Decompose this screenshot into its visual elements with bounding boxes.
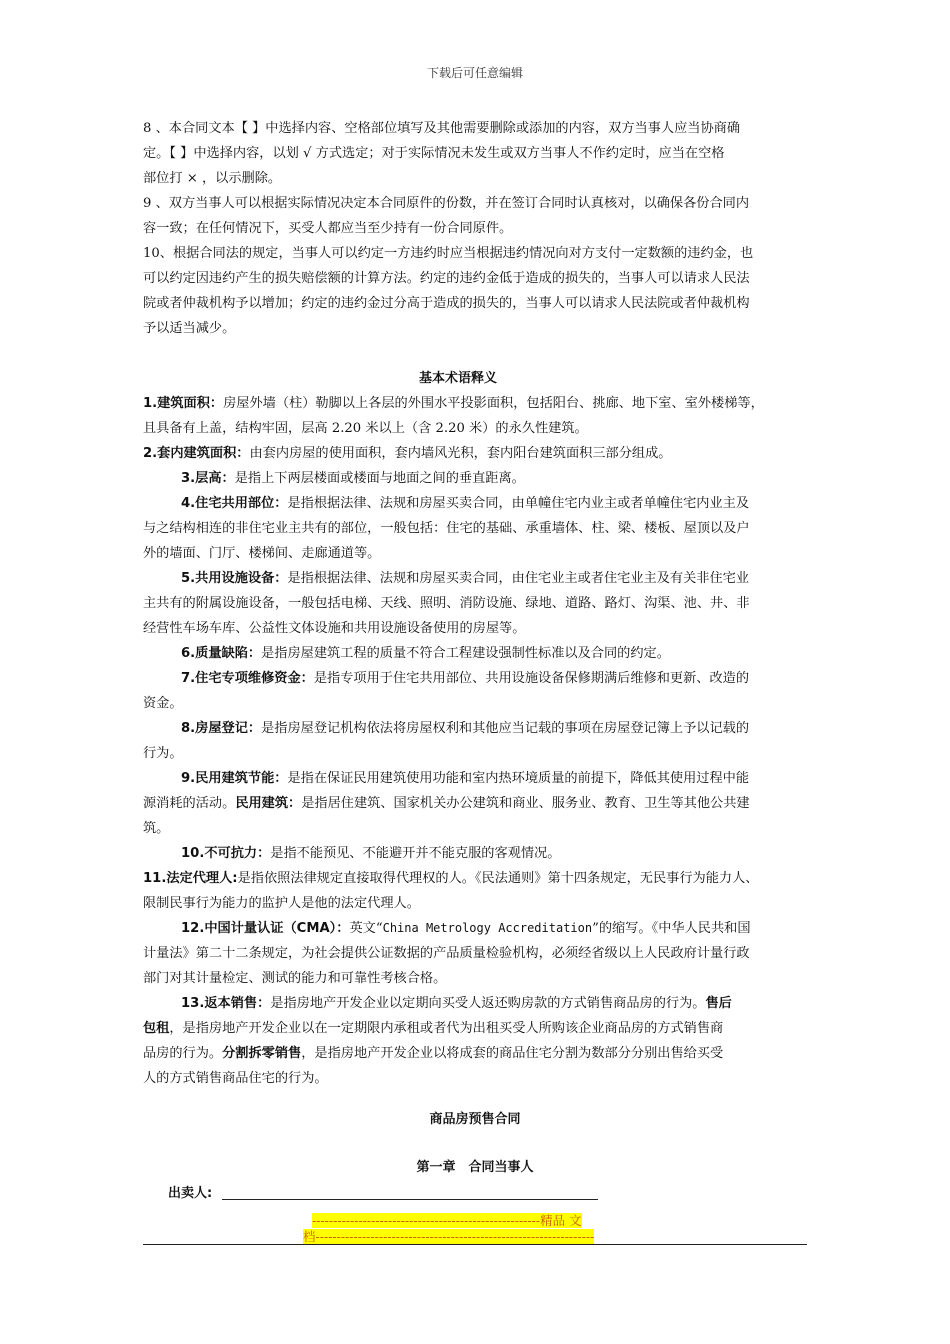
term-4-line-2: 与之结构相连的非住宅业主共有的部位，一般包括：住宅的基础、承重墙体、柱、梁、楼板、屋顶以及户 — [143, 521, 750, 536]
page-header: 下载后可任意编辑 — [426, 66, 523, 80]
term-7 — [143, 666, 808, 691]
term-13-label: 13.返本销售： — [181, 996, 271, 1011]
term-13-text-2: ，是指房地产开发企业以在一定期限内承租或者代为出租买受人所购该企业商品房的方式销售商 — [169, 1021, 724, 1036]
note-8-line-1: 8 、本合同文本【 】中选择内容、空格部位填写及其他需要删除或添加的内容，双方当事人应当协商确 — [143, 121, 741, 136]
term-2-text: 由套内房屋的使用面积，套内墙风光积，套内阳台建筑面积三部分组成。 — [249, 446, 672, 461]
term-13-label-3: 分割拆零销售 — [222, 1046, 302, 1061]
note-9-line-1: 9 、双方当事人可以根据实际情况决定本合同原件的份数，并在签订合同时认真核对，以确保各份合同内 — [143, 196, 750, 211]
term-3-text: 是指上下两层楼面或楼面与地面之间的垂直距离。 — [234, 471, 525, 486]
footer-divider — [143, 1244, 807, 1245]
term-12-text-b: ”的缩写。《中华人民共和国 — [592, 921, 751, 936]
term-8-line-2: 行为。 — [143, 746, 183, 761]
term-8-label: 8.房屋登记： — [181, 721, 262, 736]
note-9-line-2: 容一致；在任何情况下，买受人都应当至少持有一份合同原件。 — [143, 221, 513, 236]
term-5-text: 是指根据法律、法规和房屋买卖合同，由住宅业主或者住宅业主及有关非住宅业 — [287, 571, 750, 586]
seller-signature-line[interactable] — [222, 1199, 598, 1200]
footer-line-1: ------------------------------------------------------精品 文 — [312, 1213, 582, 1228]
term-4-line-3: 外的墙面、门厅、楼梯间、走廊通道等。 — [143, 546, 381, 561]
term-2 — [143, 441, 808, 466]
terms-section — [143, 366, 808, 1091]
chapter-title: 第一章 合同当事人 — [416, 1160, 534, 1175]
term-9-text: 是指在保证民用建筑使用功能和室内热环境质量的前提下，降低其使用过程中能 — [287, 771, 750, 786]
note-10-line-2: 可以约定因违约产生的损失赔偿额的计算方法。约定的违约金低于造成的损失的，当事人可以请求人民法 — [143, 271, 750, 286]
term-10-label: 10.不可抗力： — [181, 846, 271, 861]
term-11 — [143, 866, 808, 891]
footer-line-2: 档------------------------------------------------------------------ — [303, 1229, 595, 1244]
footer-watermark-2 — [303, 1227, 594, 1245]
term-5 — [143, 566, 808, 591]
term-12-english: China Metrology Accreditation — [382, 921, 593, 935]
term-2-label: 2.套内建筑面积： — [143, 446, 250, 461]
term-9-label: 9.民用建筑节能： — [181, 771, 288, 786]
term-7-text: 是指专项用于住宅共用部位、共用设施设备保修期满后维修和更新、改造的 — [313, 671, 750, 686]
term-9 — [143, 766, 808, 791]
term-6-text: 是指房屋建筑工程的质量不符合工程建设强制性标准以及合同的约定。 — [261, 646, 670, 661]
term-9-text-2a: 源消耗的活动。 — [143, 796, 236, 811]
term-13-line-2 — [143, 1016, 808, 1041]
term-12-text-a: 英文“ — [349, 921, 383, 936]
note-8-line-2: 定。【 】中选择内容，以划 √ 方式选定；对于实际情况未发生或双方当事人不作约定时，应当在空格 — [143, 146, 725, 161]
note-10-line-4: 予以适当减少。 — [143, 321, 236, 336]
term-4 — [143, 491, 808, 516]
term-8-text: 是指房屋登记机构依法将房屋权利和其他应当记载的事项在房屋登记簿上予以记载的 — [261, 721, 750, 736]
term-10 — [143, 841, 808, 866]
term-12-label: 12.中国计量认证（CMA）： — [181, 921, 350, 936]
term-6 — [143, 641, 808, 666]
term-4-label: 4.住宅共用部位： — [181, 496, 288, 511]
notes-section — [143, 116, 808, 341]
term-11-line-2: 限制民事行为能力的监护人是他的法定代理人。 — [143, 896, 420, 911]
note-8-line-3: 部位打 × ，以示删除。 — [143, 171, 282, 186]
term-9-line-2 — [143, 791, 808, 816]
term-12-line-2: 计量法》第二十二条规定，为社会提供公证数据的产品质量检验机构，必须经省级以上人民政府计量行政 — [143, 946, 750, 961]
term-7-label: 7.住宅专项维修资金： — [181, 671, 314, 686]
term-13-line-3 — [143, 1041, 808, 1066]
note-10-line-3: 院或者仲裁机构予以增加；约定的违约金过分高于造成的损失的，当事人可以请求人民法院或者仲裁机构 — [143, 296, 750, 311]
term-11-text: 是指依照法律规定直接取得代理权的人。《民法通则》第十四条规定，无民事行为能力人、 — [237, 871, 759, 886]
term-9-text-2b: 是指居住建筑、国家机关办公建筑和商业、服务业、教育、卫生等其他公共建 — [301, 796, 750, 811]
term-13-text: 是指房地产开发企业以定期向买受人返还购房款的方式销售商品房的行为。 — [270, 996, 706, 1011]
term-12-line-3: 部门对其计量检定、测试的能力和可靠性考核合格。 — [143, 971, 447, 986]
term-4-text: 是指根据法律、法规和房屋买卖合同，由单幢住宅内业主或者单幢住宅内业主及 — [287, 496, 750, 511]
note-10-line-1: 10、根据合同法的规定，当事人可以约定一方违约时应当根据违约情况向对方支付一定数额的违约金，也 — [143, 246, 754, 261]
terms-title: 基本术语释义 — [418, 371, 497, 386]
term-13 — [143, 991, 808, 1016]
contract-title: 商品房预售合同 — [429, 1112, 521, 1127]
term-9-line-3: 筑。 — [143, 821, 170, 836]
term-1-label: 1.建筑面积： — [143, 396, 224, 411]
term-5-line-3: 经营性车场车库、公益性文体设施和共用设施设备使用的房屋等。 — [143, 621, 526, 636]
term-3-label: 3.层高： — [181, 471, 235, 486]
term-11-label: 11.法定代理人: — [143, 871, 238, 886]
term-1-line-2: 且具备有上盖，结构牢固，层高 2.20 米以上（含 2.20 米）的永久性建筑。 — [143, 421, 588, 436]
term-8 — [143, 716, 808, 741]
term-9-label-2: 民用建筑： — [235, 796, 302, 811]
term-6-label: 6.质量缺陷： — [181, 646, 262, 661]
term-5-label: 5.共用设施设备： — [181, 571, 288, 586]
term-7-line-2: 资金。 — [143, 696, 183, 711]
seller-label: 出卖人: — [168, 1186, 213, 1201]
term-13-label-2b: 包租 — [143, 1021, 170, 1036]
term-13-line-4: 人的方式销售商品住宅的行为。 — [143, 1071, 328, 1086]
term-12 — [143, 916, 808, 941]
term-5-line-2: 主共有的附属设施设备，一般包括电梯、天线、照明、消防设施、绿地、道路、路灯、沟渠、池、井、非 — [143, 596, 750, 611]
term-13-text-3a: 品房的行为。 — [143, 1046, 223, 1061]
term-13-text-3b: ，是指房地产开发企业以将成套的商品住宅分割为数部分分别出售给买受 — [301, 1046, 724, 1061]
term-13-label-2: 售后 — [705, 996, 732, 1011]
term-1 — [143, 391, 808, 416]
term-3 — [143, 466, 808, 491]
term-1-text: 房屋外墙（柱）勒脚以上各层的外围水平投影面积，包括阳台、挑廊、地下室、室外楼梯等， — [223, 396, 764, 411]
term-10-text: 是指不能预见、不能避开并不能克服的客观情况。 — [270, 846, 561, 861]
